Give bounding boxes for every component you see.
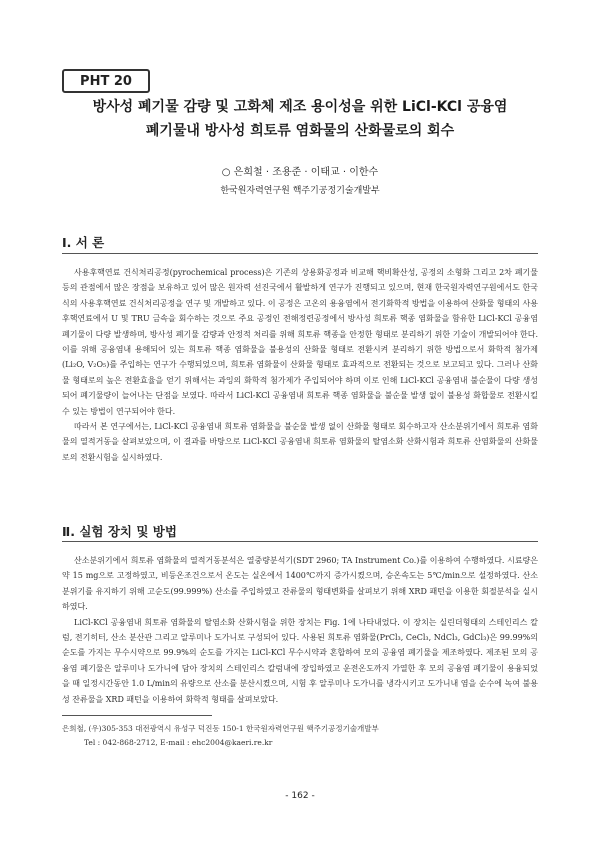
session-code: PHT 20 (80, 73, 132, 89)
section-heading-methods: Ⅱ. 실험 장치 및 방법 (62, 524, 177, 539)
section-divider (62, 253, 538, 254)
footnote-contact: Tel : 042-868-2712, E-mail : ehc2004@kaeri.re.kr (84, 738, 273, 747)
page-number: - 162 - (285, 791, 315, 801)
paper-title-line2: 폐기물내 방사성 희토류 염화물의 산화물로의 회수 (145, 123, 455, 139)
session-code-box (62, 69, 150, 93)
section-divider (62, 541, 538, 542)
footnote-divider (62, 715, 212, 716)
section-body-methods (62, 553, 538, 707)
section-heading-introduction: Ⅰ. 서 론 (62, 235, 105, 250)
paragraph: 사용후핵연료 건식처리공정(pyrochemical process)은 기존의 상용화공정과 비교해 핵비확산성, 공정의 소형화 그리고 2차 폐기물 등의 관점에서 많은 장점을 보유하고 있어 많은 원자력 선진국에서 활발하게 연구가 진행되고 있으며, 현재 한국원자력연구원에서도 한국식의 사용후핵연료 건식처리공정을 연구 및 개발하고 있다. 이 공정은 고온의 용융염에서 전기화학적 방법을 이용하여 산화물 형태의 사용후핵연료에서 U 및 TRU 금속을 회수하는 것으로 주요 공정인 전해정련공정에서 방사성 희토류 핵종 염화물을 함유한 LiCl-KCl 공융염 폐기물이 다량 발생하며, 방사성 폐기물 감량과 안정적 처리를 위해 희토류 핵종을 안정한 형태로 분리하기 위한 기술이 개발되어야 한다. 이를 위해 공융염내 용해되어 있는 희토류 핵종 염화물을 불용성의 산화물 형태로 전환시켜 분리하기 위한 방법으로서 화학적 첨가제(Li₂O, V₂O₅)를 주입하는 연구가 수행되었으며, 희토류 염화물이 산화물 형태로 효과적으로 전환되는 것으로 보고되고 있다. 그러나 산화물 형태로의 높은 전환효율을 얻기 위해서는 과잉의 화학적 첨가제가 주입되어야 하며 이로 인해 LiCl-KCl 공융염내 불순물이 다량 생성되어 폐기물량이 늘어나는 단점을 보였다. 따라서 LiCl-KCl 공융염내 희토류 핵종 염화물을 불순물 발생 없이 불용성 화합물로 전환시킬 수 있는 방법이 연구되어야 한다. (62, 268, 538, 416)
footnote-address: 은희철, (우)305-353 대전광역시 유성구 덕진동 150-1 한국원자력연구원 핵주기공정기술개발부 (62, 724, 379, 733)
affiliation: 한국원자력연구원 핵주기공정기술개발부 (220, 186, 380, 196)
authors: ○ 은희철 · 조용준 · 이태교 · 이한수 (221, 167, 379, 178)
footnote (62, 722, 379, 750)
paragraph: LiCl-KCl 공융염내 희토류 염화물의 탈염소화 산화시험을 위한 장치는 Fig. 1에 나타내었다. 이 장치는 실린더형태의 스테인리스 칼럼, 전기히터, 산소 분산관 그리고 알루미나 도가니로 구성되어 있다. 사용된 희토류 염화물(PrCl₃, CeCl₃, NdCl₃, GdCl₃)은 99.99%의 순도를 가지는 무수시약으로 99.9%의 순도를 가지는 LiCl-KCl 무수시약과 혼합하여 모의 공융염 폐기물을 제조하였다. 제조된 모의 공융염 폐기물은 알루미나 도가니에 담아 장치의 스테인리스 칼럼내에 장입하였고 운전온도까지 가열한 후 모의 공융염 폐기물이 용융되었을 때 일정시간동안 1.0 L/min의 유량으로 산소를 분산시켰으며, 시험 후 알루미나 도가니를 냉각시키고 도가니내 염을 순수에 녹여 불용성 잔류물을 XRD 패턴을 이용하여 화학적 형태를 살펴보았다. (62, 617, 538, 704)
paragraph: 따라서 본 연구에서는, LiCl-KCl 공융염내 희토류 염화물을 불순물 발생 없이 산화물 형태로 회수하고자 산소분위기에서 희토류 염화물의 열적거동을 살펴보았으며, 이 결과를 바탕으로 LiCl-KCl 공융염내 희토류 염화물의 탈염소화 산화시험과 희토류 산염화물의 산화물로의 전환시험을 실시하였다. (62, 422, 538, 462)
section-body-introduction (62, 265, 538, 465)
paragraph: 산소분위기에서 희토류 염화물의 열적거동분석은 열중량분석기(SDT 2960; TA Instrument Co.)를 이용하여 수행하였다. 시료량은 약 15 mg으로 고정하였고, 비등온조건으로서 온도는 실온에서 1400℃까지 증가시켰으며, 승온속도는 5℃/min으로 설정하였다. 산소분위기를 유지하기 위해 고순도(99.999%) 산소를 주입하였고 잔류물의 형태변화를 살펴보기 위해 XRD 패턴을 이용한 회절분석을 실시하였다. (62, 556, 538, 612)
paper-title-line1: 방사성 폐기물 감량 및 고화체 제조 용이성을 위한 LiCl-KCl 공융염 (92, 99, 508, 115)
